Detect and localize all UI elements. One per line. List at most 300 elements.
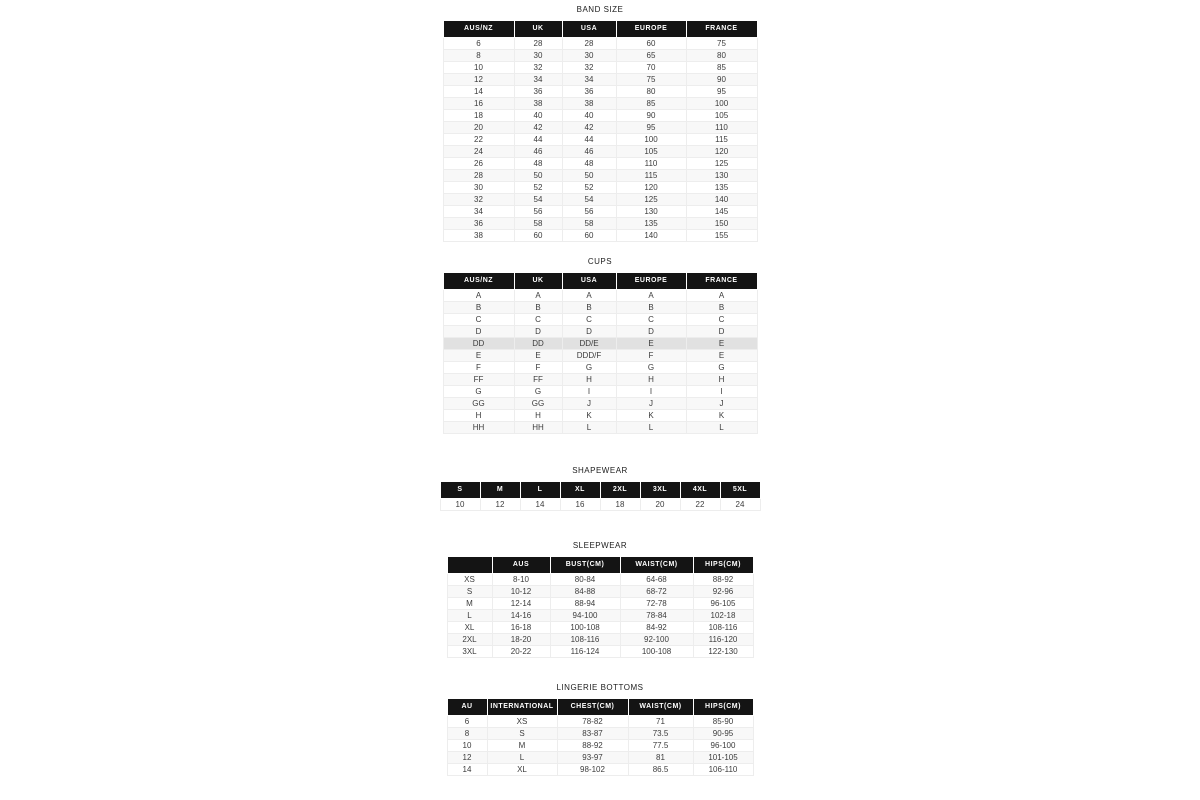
table-cell: 120 <box>686 146 757 158</box>
table-cell: 86.5 <box>628 764 693 776</box>
table-row <box>443 386 757 398</box>
table-cell: 46 <box>514 146 562 158</box>
table-cell: B <box>562 302 616 314</box>
table-cell: 106-110 <box>693 764 753 776</box>
table-cell: 64-68 <box>620 574 693 586</box>
table-cell: 6 <box>447 716 487 728</box>
table-cell: 125 <box>616 194 686 206</box>
table-cell: 116-120 <box>693 634 753 646</box>
table-row <box>443 218 757 230</box>
column-header: FRANCE <box>686 273 757 290</box>
table-row <box>443 122 757 134</box>
table-row <box>443 326 757 338</box>
table-cell: 28 <box>443 170 514 182</box>
table-cell: 50 <box>514 170 562 182</box>
table-cell: 14 <box>443 86 514 98</box>
size-section-shapewear <box>0 466 1200 511</box>
table-cell: 58 <box>514 218 562 230</box>
table-row <box>443 62 757 74</box>
table-cell: 32 <box>514 62 562 74</box>
table-cell: F <box>616 350 686 362</box>
table-cell: 44 <box>562 134 616 146</box>
table-cell: E <box>616 338 686 350</box>
table-cell: 90 <box>686 74 757 86</box>
table-cell: 92-96 <box>693 586 753 598</box>
table-cell: 68-72 <box>620 586 693 598</box>
table-cell: 130 <box>686 170 757 182</box>
table-row <box>447 610 753 622</box>
size-section-sleepwear <box>0 541 1200 658</box>
column-header: UK <box>514 21 562 38</box>
column-header: CHEST(CM) <box>557 699 628 716</box>
table-cell: 135 <box>616 218 686 230</box>
table-cell: C <box>562 314 616 326</box>
column-header: 3XL <box>640 482 680 499</box>
table-cell: 71 <box>628 716 693 728</box>
table-cell: 30 <box>562 50 616 62</box>
table-cell: E <box>514 350 562 362</box>
table-cell: 14-16 <box>492 610 550 622</box>
table-cell: 100 <box>616 134 686 146</box>
table-cell: A <box>616 290 686 302</box>
table-cell: G <box>686 362 757 374</box>
table-row <box>447 598 753 610</box>
table-cell: 10 <box>443 62 514 74</box>
table-cell: 85-90 <box>693 716 753 728</box>
table-cell: 100-108 <box>550 622 620 634</box>
table-cell: 96-100 <box>693 740 753 752</box>
table-cell: 108-116 <box>550 634 620 646</box>
table-cell: A <box>443 290 514 302</box>
table-cell: 54 <box>562 194 616 206</box>
table-cell: C <box>686 314 757 326</box>
table-cell: 20-22 <box>492 646 550 658</box>
table-cell: 84-92 <box>620 622 693 634</box>
table-cell: 40 <box>514 110 562 122</box>
table-row <box>443 206 757 218</box>
table-cell: DD <box>443 338 514 350</box>
table-cell: 36 <box>443 218 514 230</box>
table-cell: 105 <box>616 146 686 158</box>
table-cell: J <box>562 398 616 410</box>
table-cell: 32 <box>562 62 616 74</box>
table-cell: DD <box>514 338 562 350</box>
table-row <box>443 314 757 326</box>
table-cell: C <box>443 314 514 326</box>
table-row <box>447 716 753 728</box>
table-cell: 145 <box>686 206 757 218</box>
column-header: AUS <box>492 557 550 574</box>
table-cell: 108-116 <box>693 622 753 634</box>
table-cell: 90 <box>616 110 686 122</box>
table-cell: 125 <box>686 158 757 170</box>
table-cell: H <box>562 374 616 386</box>
table-cell: H <box>616 374 686 386</box>
table-cell: 20 <box>443 122 514 134</box>
table-cell: 80 <box>616 86 686 98</box>
table-cell: 6 <box>443 38 514 50</box>
table-cell: 90-95 <box>693 728 753 740</box>
table-row <box>443 338 757 350</box>
column-header: INTERNATIONAL <box>487 699 557 716</box>
table-cell: K <box>616 410 686 422</box>
table-cell: 12-14 <box>492 598 550 610</box>
table-cell: 155 <box>686 230 757 242</box>
table-cell: 102-18 <box>693 610 753 622</box>
table-cell: 8 <box>447 728 487 740</box>
table-row <box>447 586 753 598</box>
table-row <box>443 50 757 62</box>
table-cell: 42 <box>514 122 562 134</box>
table-cell: G <box>514 386 562 398</box>
table-cell: 38 <box>514 98 562 110</box>
table-cell: 135 <box>686 182 757 194</box>
table-row <box>443 290 757 302</box>
table-cell: B <box>686 302 757 314</box>
table-cell: 16 <box>443 98 514 110</box>
table-cell: GG <box>443 398 514 410</box>
table-cell: 3XL <box>447 646 492 658</box>
table-cell: DD/E <box>562 338 616 350</box>
table-cell: FF <box>443 374 514 386</box>
table-cell: 115 <box>616 170 686 182</box>
table-cell: 78-84 <box>620 610 693 622</box>
table-cell: 10-12 <box>492 586 550 598</box>
table-cell: L <box>487 752 557 764</box>
table-cell: 85 <box>616 98 686 110</box>
table-cell: S <box>487 728 557 740</box>
table-cell: 52 <box>562 182 616 194</box>
table-row <box>447 634 753 646</box>
table-cell: C <box>616 314 686 326</box>
table-cell: 22 <box>680 499 720 511</box>
table-row <box>443 230 757 242</box>
table-cell: J <box>616 398 686 410</box>
table-cell: 20 <box>640 499 680 511</box>
table-cell: D <box>443 326 514 338</box>
table-cell: 100 <box>686 98 757 110</box>
table-cell: XS <box>487 716 557 728</box>
table-row <box>443 398 757 410</box>
table-cell: 28 <box>562 38 616 50</box>
column-header: EUROPE <box>616 21 686 38</box>
table-row <box>447 752 753 764</box>
table-cell: H <box>443 410 514 422</box>
table-row <box>447 646 753 658</box>
table-cell: 116-124 <box>550 646 620 658</box>
table-cell: 78-82 <box>557 716 628 728</box>
table-row <box>443 422 757 434</box>
table-cell: 93-97 <box>557 752 628 764</box>
column-header: XL <box>560 482 600 499</box>
table-cell: 88-92 <box>557 740 628 752</box>
table-cell: 30 <box>514 50 562 62</box>
table-cell: G <box>562 362 616 374</box>
table-cell: 72-78 <box>620 598 693 610</box>
table-cell: 46 <box>562 146 616 158</box>
table-cell: XL <box>487 764 557 776</box>
table-cell: 8 <box>443 50 514 62</box>
table-row <box>443 146 757 158</box>
column-header: BUST(CM) <box>550 557 620 574</box>
table-cell: I <box>562 386 616 398</box>
table-cell: 18 <box>600 499 640 511</box>
table-row <box>443 182 757 194</box>
table-cell: A <box>562 290 616 302</box>
table-cell: 115 <box>686 134 757 146</box>
table-cell: 26 <box>443 158 514 170</box>
table-row <box>447 622 753 634</box>
table-row <box>443 98 757 110</box>
column-header <box>447 557 492 574</box>
table-cell: 110 <box>616 158 686 170</box>
column-header: 2XL <box>600 482 640 499</box>
table-cell: 83-87 <box>557 728 628 740</box>
table-cell: HH <box>514 422 562 434</box>
table-cell: L <box>447 610 492 622</box>
table-cell: 34 <box>514 74 562 86</box>
table-cell: L <box>686 422 757 434</box>
table-cell: 110 <box>686 122 757 134</box>
size-section-lingerie-bottoms <box>0 683 1200 776</box>
table-cell: 96-105 <box>693 598 753 610</box>
table-title-lingerie-bottoms: LINGERIE BOTTOMS <box>556 683 644 692</box>
table-cell: 92-100 <box>620 634 693 646</box>
table-row <box>443 302 757 314</box>
table-cell: G <box>616 362 686 374</box>
table-cell: 84-88 <box>550 586 620 598</box>
table-cell: 75 <box>686 38 757 50</box>
table-cell: 38 <box>562 98 616 110</box>
table-cell: 75 <box>616 74 686 86</box>
column-header: UK <box>514 273 562 290</box>
table-cell: 80 <box>686 50 757 62</box>
column-header: 5XL <box>720 482 760 499</box>
table-cell: 16 <box>560 499 600 511</box>
table-cell: 42 <box>562 122 616 134</box>
column-header: WAIST(CM) <box>620 557 693 574</box>
table-cell: 60 <box>562 230 616 242</box>
size-section-cups <box>0 257 1200 434</box>
table-cell: 28 <box>514 38 562 50</box>
table-cell: 12 <box>480 499 520 511</box>
table-cell: HH <box>443 422 514 434</box>
table-cell: 54 <box>514 194 562 206</box>
column-header: USA <box>562 273 616 290</box>
table-cell: XL <box>447 622 492 634</box>
table-cell: 122-130 <box>693 646 753 658</box>
header-row <box>447 699 753 716</box>
table-cell: 130 <box>616 206 686 218</box>
table-cell: 24 <box>720 499 760 511</box>
table-cell: M <box>487 740 557 752</box>
table-row <box>447 574 753 586</box>
table-cell: F <box>443 362 514 374</box>
table-cell: C <box>514 314 562 326</box>
table-cell: 40 <box>562 110 616 122</box>
table-row <box>443 86 757 98</box>
table-cell: 120 <box>616 182 686 194</box>
table-cell: 14 <box>520 499 560 511</box>
table-cell: L <box>562 422 616 434</box>
table-cell: 36 <box>562 86 616 98</box>
header-row <box>440 482 760 499</box>
table-cell: 100-108 <box>620 646 693 658</box>
table-cell: B <box>514 302 562 314</box>
table-cell: 44 <box>514 134 562 146</box>
table-cell: DDD/F <box>562 350 616 362</box>
table-title-shapewear: SHAPEWEAR <box>572 466 628 475</box>
table-cell: 73.5 <box>628 728 693 740</box>
table-cell: M <box>447 598 492 610</box>
table-cell: D <box>562 326 616 338</box>
table-row <box>447 740 753 752</box>
table-cell: 95 <box>686 86 757 98</box>
table-cell: 32 <box>443 194 514 206</box>
column-header: HIPS(CM) <box>693 699 753 716</box>
table-row <box>443 38 757 50</box>
shapewear-table <box>440 481 761 511</box>
table-title-band-size: BAND SIZE <box>576 5 624 14</box>
table-cell: E <box>443 350 514 362</box>
table-cell: 22 <box>443 134 514 146</box>
table-row <box>443 374 757 386</box>
table-cell: E <box>686 350 757 362</box>
table-cell: 24 <box>443 146 514 158</box>
table-cell: G <box>443 386 514 398</box>
table-row <box>443 158 757 170</box>
table-cell: B <box>616 302 686 314</box>
table-cell: 18 <box>443 110 514 122</box>
table-cell: 70 <box>616 62 686 74</box>
column-header: HIPS(CM) <box>693 557 753 574</box>
header-row <box>443 273 757 290</box>
table-cell: A <box>514 290 562 302</box>
table-cell: 12 <box>443 74 514 86</box>
table-cell: K <box>562 410 616 422</box>
table-cell: 52 <box>514 182 562 194</box>
column-header: S <box>440 482 480 499</box>
table-row <box>447 764 753 776</box>
table-cell: 88-94 <box>550 598 620 610</box>
table-cell: D <box>616 326 686 338</box>
table-cell: 34 <box>562 74 616 86</box>
table-row <box>440 499 760 511</box>
table-cell: 85 <box>686 62 757 74</box>
table-cell: 34 <box>443 206 514 218</box>
cups-table <box>443 272 758 434</box>
column-header: L <box>520 482 560 499</box>
table-row <box>443 410 757 422</box>
table-cell: 58 <box>562 218 616 230</box>
table-cell: 38 <box>443 230 514 242</box>
table-cell: 8-10 <box>492 574 550 586</box>
table-row <box>443 110 757 122</box>
table-cell: 80-84 <box>550 574 620 586</box>
column-header: 4XL <box>680 482 720 499</box>
table-cell: 105 <box>686 110 757 122</box>
table-cell: 77.5 <box>628 740 693 752</box>
table-cell: J <box>686 398 757 410</box>
table-row <box>443 170 757 182</box>
lingerie-bottoms-table <box>447 698 754 776</box>
column-header: AUS/NZ <box>443 21 514 38</box>
column-header: FRANCE <box>686 21 757 38</box>
table-row <box>443 194 757 206</box>
band-size-table <box>443 20 758 242</box>
table-cell: 98-102 <box>557 764 628 776</box>
table-cell: 101-105 <box>693 752 753 764</box>
table-cell: GG <box>514 398 562 410</box>
table-cell: XS <box>447 574 492 586</box>
table-cell: 14 <box>447 764 487 776</box>
table-cell: I <box>616 386 686 398</box>
table-cell: H <box>686 374 757 386</box>
table-cell: 48 <box>514 158 562 170</box>
table-cell: FF <box>514 374 562 386</box>
table-cell: 36 <box>514 86 562 98</box>
table-title-cups: CUPS <box>587 257 613 266</box>
table-cell: 30 <box>443 182 514 194</box>
table-cell: A <box>686 290 757 302</box>
table-cell: 50 <box>562 170 616 182</box>
table-cell: 95 <box>616 122 686 134</box>
table-cell: S <box>447 586 492 598</box>
table-row <box>443 362 757 374</box>
table-cell: 2XL <box>447 634 492 646</box>
table-cell: I <box>686 386 757 398</box>
table-row <box>443 74 757 86</box>
table-cell: 150 <box>686 218 757 230</box>
table-cell: 88-92 <box>693 574 753 586</box>
column-header: WAIST(CM) <box>628 699 693 716</box>
table-cell: 48 <box>562 158 616 170</box>
table-cell: 56 <box>562 206 616 218</box>
table-cell: 65 <box>616 50 686 62</box>
table-cell: K <box>686 410 757 422</box>
table-row <box>447 728 753 740</box>
size-section-band-size <box>0 5 1200 242</box>
table-cell: D <box>514 326 562 338</box>
column-header: USA <box>562 21 616 38</box>
table-cell: E <box>686 338 757 350</box>
sleepwear-table <box>447 556 754 658</box>
header-row <box>447 557 753 574</box>
table-cell: 60 <box>616 38 686 50</box>
column-header: AU <box>447 699 487 716</box>
table-cell: 140 <box>616 230 686 242</box>
table-row <box>443 134 757 146</box>
table-cell: 94-100 <box>550 610 620 622</box>
table-cell: B <box>443 302 514 314</box>
table-cell: 81 <box>628 752 693 764</box>
header-row <box>443 21 757 38</box>
table-cell: 16-18 <box>492 622 550 634</box>
table-cell: F <box>514 362 562 374</box>
column-header: EUROPE <box>616 273 686 290</box>
column-header: AUS/NZ <box>443 273 514 290</box>
table-cell: 10 <box>440 499 480 511</box>
table-cell: D <box>686 326 757 338</box>
table-cell: 140 <box>686 194 757 206</box>
table-cell: L <box>616 422 686 434</box>
table-cell: 10 <box>447 740 487 752</box>
table-cell: H <box>514 410 562 422</box>
table-row <box>443 350 757 362</box>
table-cell: 18-20 <box>492 634 550 646</box>
table-cell: 56 <box>514 206 562 218</box>
column-header: M <box>480 482 520 499</box>
